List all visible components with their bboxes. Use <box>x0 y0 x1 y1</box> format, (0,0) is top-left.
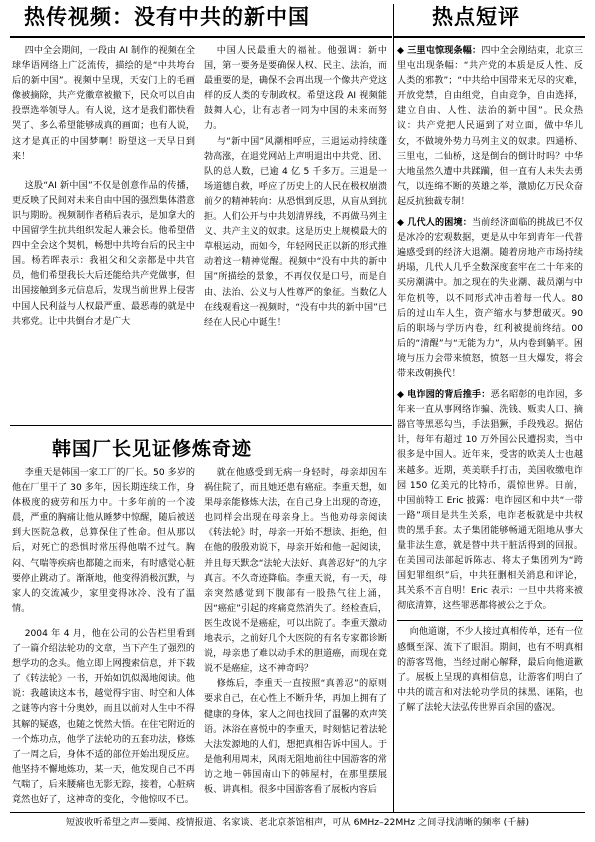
bullet-icon: ◆ <box>397 390 405 401</box>
side-item-text: 恶名昭彰的电诈园，多年来一直从事网络诈骗、洗钱、贩卖人口、摘器官等黑恶勾当，手法猖獗，手段残忍。据估计，每年有超过 10 万外国公民遭拐卖，当中很多是中国人。近年来，受害的欧美人士也越来越多。近期，英美联手打击，美国收缴电诈园 150 亿美元的比特币，震惊世界。日前，中国前特工 Eric 披露：电诈园区和中共“一带一路”项目是共生关系，电诈老板就是中共权贵的黑手套。太子集团能够畅通无阻地从事大量非法生意，就是替中共干脏活得到的回报。在美国司法部起诉陈志、将太子集团列为“跨国犯罪组织”后，中共狂删相关消息和评论，其关系不言自明！Eric 表示：一旦中共将来被彻底清算，这些罪恶都将被公之于众。 <box>397 390 583 612</box>
side-item-lead: 几代人的困境： <box>407 218 473 229</box>
side-item <box>397 216 583 382</box>
footer-note: 短波收听希望之声—要闻、疫情报道、名家谈、老北京茶馆相声，可从 6MHz–22MHz 之间寻找清晰的频率 (千赫) <box>65 817 530 828</box>
article-divider <box>10 425 392 426</box>
article2-paragraph: 修炼后，李重天一直按照“真善忍”的原则要求自己，在心性上不断升华，再加上拥有了健康的身体，家人之间也找回了温馨的欢声笑语。沐浴在喜悦中的李重天，时刻惦记着法轮大法发源地的人们，想把真相告诉中国人。于是他利用周末，风雨无阻地前往中国游客的常访之地－韩国南山下的韩屋村，在那里摆展板、讲真相。很多中国游客看了展板内容后 <box>204 679 387 795</box>
side-item-lead: 电诈园的背后推手： <box>407 390 491 401</box>
main-headline: 热传视频：没有中共的新中国 <box>24 5 310 29</box>
side-item-lead: 三里屯惊现条幅： <box>407 46 482 56</box>
article1-paragraph: 这股“AI 新中国”不仅是创意作品的传播，更反映了民间对未来自由中国的强烈集体潜意识与期盼。视频制作者稍后表示，是加拿大的中国留学生抗共组织发起人兼会长。他希望借四中全会这个契机，畅想中共垮台后的民主中国。杨若晖表示：我祖父和父亲都是中共官员，他们希望我长大后还能给共产党做事，但出国接触到多元信息后，发现当前世界上侵害中国人民利益与人权最严重、最恶毒的就是中共邪党。让中共倒台才是广大 <box>12 180 195 327</box>
column-divider <box>393 4 394 812</box>
article1-column1 <box>12 44 195 422</box>
article2-column1 <box>12 466 195 809</box>
article2-paragraph: 李重天是韩国一家工厂的厂长。50 多岁的他在厂里干了 30 多年，因长期连续工作，身体极度的疲劳和压力中。十多年前的一个凌晨，严重的胸痛让他从睡梦中惊醒，随后被送到大医院急救，总算保住了性命。但从那以后，对死亡的恐惧时常压得他喘不过气。胸闷、气喘等疾病也都随之而来，有时感觉心脏要停止跳动了。渐渐地，他变得消极沉默，与家人的交流减少，家里变得冰冷、没有了温情。 <box>12 468 195 614</box>
article2-continuation: 向他道谢，不少人接过真相传单，还有一位感慨至深、流下了眼泪。期间，也有不明真相的游客骂他，当经过耐心解释，最后向他道歉了。展板上呈现的真相信息，让游客们明白了中共的谎言和对法轮功学员的抹黑、诬陷，也了解了法轮大法弘传世界百余国的盛况。 <box>397 627 583 713</box>
side-column-title: 热点短评 <box>432 5 520 29</box>
side-title-underline <box>394 36 585 38</box>
side-commentary <box>397 44 583 809</box>
side-divider <box>397 620 583 621</box>
side-item <box>397 44 583 210</box>
bullet-icon: ◆ <box>397 218 405 229</box>
side-item <box>397 388 583 614</box>
headline-underline <box>10 36 392 38</box>
article2-paragraph: 2004 年 4 月，他在公司的公告栏里看到了一篇介绍法轮功的文章，当下产生了强烈的想学功的念头。他立即上网搜索信息，并下载了《转法轮》一书，开始如饥似渴地阅读。他说：我越读这本书，越觉得宇宙、时空和人体之谜等内容十分奥妙，而且以前对人生中不得其解的疑惑，也随之恍然大悟。在住宅附近的一个炼功点，他学了法轮功的五套功法，修炼了一周之后，身体不适的部位开始出现反应。他坚持不懈地炼功，某一天，他发现自己不再气喘了，后来腰痛也无影无踪，接着，心脏病竟然也好了，这神奇的变化，令他惊叹不已。 <box>12 628 195 805</box>
side-item-text: 四中全会刚结束，北京三里屯出现条幅：“共产党的本质是反人性、反人类的邪教”；“中共给中国带来无尽的灾难，开放党禁，自由组党，自由竞争，自由选择，建立自由、人性、法治的新中国”。民众热议：共产党把人民逼到了对立面，做中华儿女，不做境外势力马列主义的奴隶。四通桥、三里屯，二仙桥，这是倒台的倒计时吗？中华大地虽然久遭中共蹂躏，但一直有人未失去勇气，以连绵不断的英雄之举，激励亿万民众奋起反抗独裁专制！ <box>397 46 583 207</box>
footer-rule <box>10 812 585 813</box>
article1-paragraph: 四中全会期间，一段由 AI 制作的视频在全球华语网络上广泛流传，描绘的是“中共垮台后的新中国”。视频中呈现，天安门上的毛画像被摘除，共产党徽章被撤下，民众可以自由投票选举领导人。有人说，这才是我们都快看哭了、多么希望能够成真的画面；也有人说，这才是真正的中国梦啊！盼望这一天早日到来！ <box>12 46 195 162</box>
article2-title: 韩国厂长见证修炼奇迹 <box>52 438 253 460</box>
article1-paragraph: 与“新中国”风潮相呼应，三退运动持续蓬勃高涨，在退党网站上声明退出中共党、团、队的总人数，已逾 4 亿 5 千多万。三退是一场道德自救，呼应了历史上的人民在极权崩溃前夕的精神转向：从恐惧到反思，从盲从到抗拒。人们公开与中共划清界线，不再做马列主义、共产主义的奴隶。这是历史上规模最大的草根运动，而如今，年轻网民正以新的形式推动着这一精神觉醒。视频中“没有中共的新中国”所描绘的景象，不再仅仅是口号，而是自由、法治、公义与人性尊严的象征。当数亿人在线观看这一视频时，“没有中共的新中国”已经在人民心中诞生！ <box>204 136 387 328</box>
article1-column2 <box>204 44 387 422</box>
article1-paragraph: 中国人民最重大的福祉。他强调：新中国，第一要务是要确保人权、民主、法治，而最重要的是，确保不会再出现一个像共产党这样的反人类的专制政权。希望这段 AI 视频能鼓舞人心，让有志者一同为中国的未来而努力。 <box>204 46 387 132</box>
article2-paragraph: 就在他感受到无病一身轻时，母亲却因车祸住院了，而且她还患有癌症。李重天想，如果母亲能修炼大法，在自己身上出现的奇迹，也同样会出现在母亲身上。当他劝母亲阅读《转法轮》时，母亲一开始不想读、拒绝，但在他的殷殷劝说下，母亲开始和他一起阅读，并且每天默念“法轮大法好、真善忍好”的九字真言。不久奇迹降临。李重天说，有一天，母亲突然感觉到下腹部有一股热气往上涌，因“癌症”引起的疼痛竟然消失了。经检查后，医生改说不是癌症，可以出院了。李重天激动地表示，之前好几个大医院的有名专家都诊断说，母亲患了难以动手术的胆道癌，而现在竟说不是癌症，这不神奇吗？ <box>204 468 387 675</box>
side-item-text: 当前经济面临的挑战已不仅是冰冷的宏观数据，更是从中年到青年一代普遍感受到的经济大退潮。随着房地产市场持续坍塌，几代人几乎全数深度套牢在二十年来的买房潮满中。加之现在的失业潮、裁员潮与中年危机等，以不同形式冲击着每一代人。80 后的过山车人生，资产缩水与梦想破灭。90 后的职场与学历内卷，红利被提前终结。00 后的“清醒”与“无能为力”，从内卷到躺平。困境与压力会带来愤怒，愤怒一旦大爆发，将会带来改朝换代！ <box>397 218 583 379</box>
article2-column2 <box>204 466 387 809</box>
bullet-icon: ◆ <box>397 46 405 56</box>
